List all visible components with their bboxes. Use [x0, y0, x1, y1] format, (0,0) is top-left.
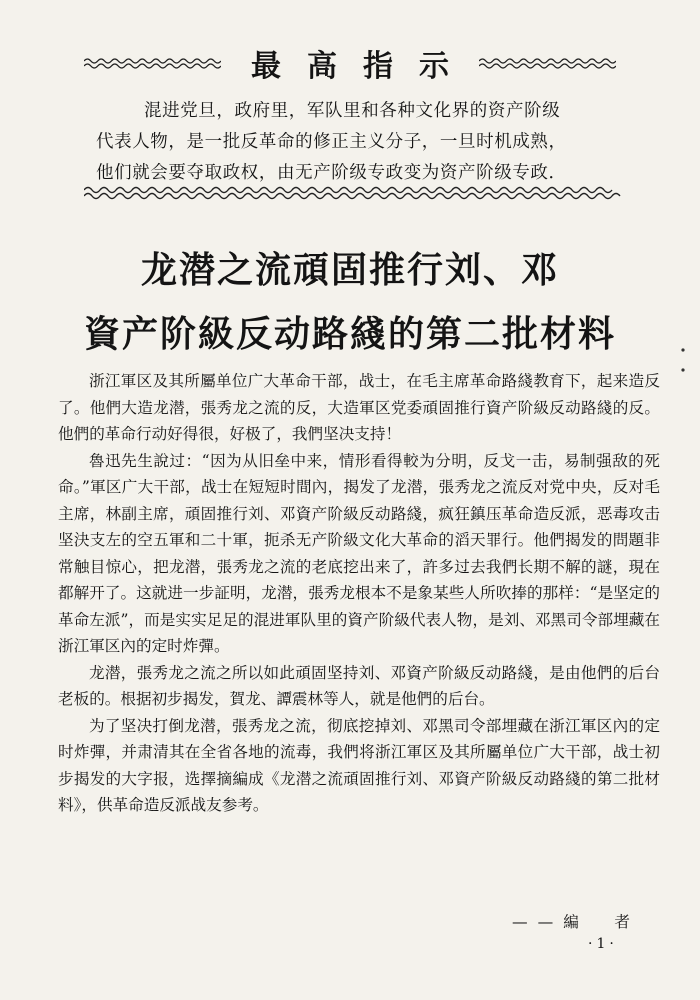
margin-dots-decoration — [676, 340, 690, 380]
article-title — [40, 238, 660, 366]
paragraph-3: 龙潜，張秀龙之流之所以如此頑固坚持刘、邓資产阶級反动路綫，是由他們的后台老板的。根据初步揭发，賀龙、譚震林等人，就是他們的后台。 — [58, 663, 660, 708]
quote-header — [84, 36, 616, 90]
paragraph-2: 魯迅先生說过：“因为从旧垒中来，情形看得較为分明，反戈一击，易制强敌的死命。”軍区广大干部，战士在短短时間內，揭发了龙潜，張秀龙之流反对党中央，反对毛主席，林副主席，頑固推行刘、邓資产阶級反动路綫，疯狂鎮压革命造反派，恶毒攻击坚決支左的空五軍和二十軍，扼杀无产阶級文化大革命的滔天罪行。他們揭发的問題非常触目惊心，把龙潜，張秀龙之流的老底挖出来了，許多过去我們长期不解的謎，現在都解开了。这就进一步証明，龙潜，張秀龙根本不是象某些人所吹捧的那样：“是坚定的革命左派”，而是实实足足的混进軍队里的資产阶級代表人物，是刘、邓黑司令部埋藏在浙江軍区內的定时炸彈。 — [58, 451, 660, 655]
quote-title: 最高指示 — [251, 49, 475, 84]
paragraph-1: 浙江軍区及其所屬单位广大革命干部，战士，在毛主席革命路綫教育下，起来造反了。他們大造龙潜，張秀龙之流的反，大造軍区党委頑固推行資产阶級反动路綫的反。他們的革命行动好得很，好极了，我們坚决支持！ — [58, 372, 660, 443]
quote-line-1: 混进党旦，政府里，军队里和各种文化界的资产阶级 — [144, 101, 561, 121]
article-title-line-2: 資产阶級反动路綫的第二批材料 — [83, 313, 616, 355]
quote-line-2: 代表人物，是一批反革命的修正主义分子，一旦时机成熟， — [96, 132, 567, 152]
article-title-line-1: 龙潜之流頑固推行刘、邓 — [140, 249, 559, 291]
quote-body — [96, 96, 636, 189]
article-body — [58, 368, 660, 819]
paragraph-4: 为了坚决打倒龙潜，張秀龙之流，彻底挖掉刘、邓黑司令部埋藏在浙江軍区內的定时炸彈，并肃清其在全省各地的流毒，我們将浙江軍区及其所屬单位广大干部，战士初步揭发的大字报，选擇摘編成《龙潜之流頑固推行刘、邓資产阶級反动路綫的第二批材料》，供革命造反派战友参考。 — [58, 716, 660, 814]
wave-ornament-left — [84, 56, 221, 70]
page-number: ·1· — [588, 936, 618, 952]
wave-ornament-right — [479, 56, 616, 70]
wave-ornament-bottom — [84, 184, 624, 202]
quote-line-3: 他们就会要夺取政权，由无产阶级专政变为资产阶级专政． — [96, 163, 567, 183]
editor-signature: ——編 者 — [512, 913, 640, 931]
